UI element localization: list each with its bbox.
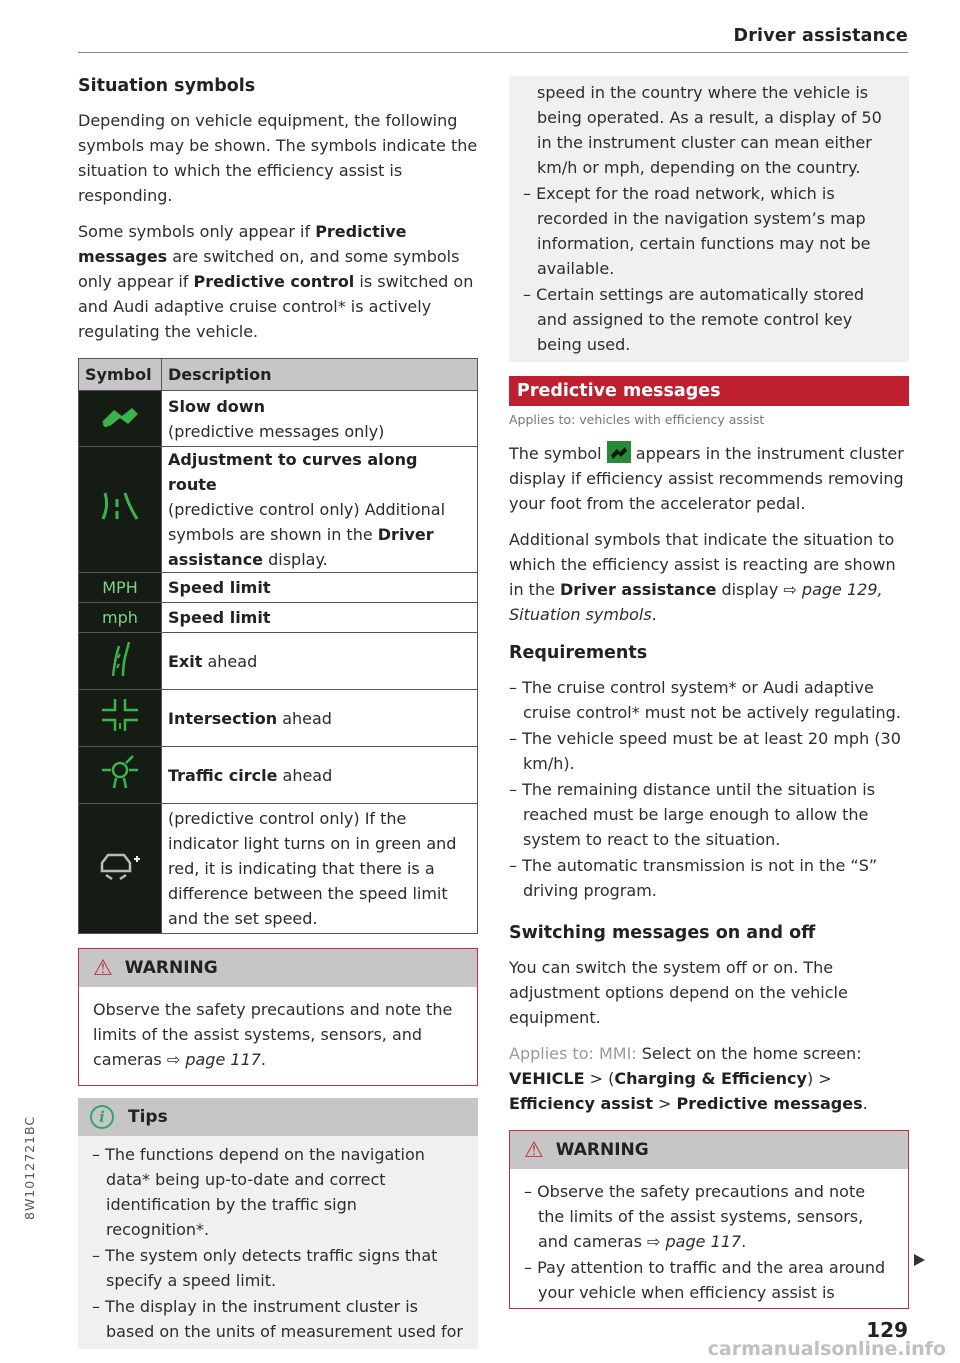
slow-down-icon (79, 391, 162, 447)
list-item: – The functions depend on the navigation data* being up-to-date and correct identification by the traffic sign recognition*. (92, 1145, 425, 1239)
warning-triangle-icon: ⚠ (93, 955, 113, 981)
watermark: carmanualsonline.info (707, 1338, 946, 1360)
right-column (509, 76, 909, 1309)
warning-body (510, 1169, 908, 1308)
symbol-table-header (79, 359, 478, 391)
col-header-description: Description (162, 359, 478, 391)
page-number: 129 (866, 1318, 908, 1342)
curves-along-route-icon (79, 447, 162, 573)
list-item: – Except for the road network, which is recorded in the navigation system’s map information, certain functions may not be available. (523, 184, 871, 278)
list-item: – The cruise control system* or Audi adaptive cruise control* must not be actively regulating. (509, 678, 901, 722)
mmi-path-paragraph: Applies to: MMI: Select on the home screen: VEHICLE > (Charging & Efficiency) > Efficiency assist > Predictive messages. (509, 1044, 868, 1113)
table-cell-description: Speed limit (162, 573, 478, 603)
list-item: – The automatic transmission is not in the “S” driving program. (509, 856, 878, 900)
list-item: – Observe the safety precautions and note the limits of the assist systems, sensors, and cameras ⇨ page 117. (524, 1182, 866, 1251)
requirements-title: Requirements (509, 643, 648, 663)
table-row (79, 747, 478, 804)
speed-limit-mph-upper-icon: MPH (79, 573, 162, 603)
slow-down-inline-icon (607, 441, 631, 463)
symbol-paragraph: The symbol appears in the instrument cluster display if efficiency assist recommends removing your foot from the accelerator pedal. (509, 441, 909, 516)
list-item: – The system only detects traffic signs that specify a speed limit. (92, 1246, 438, 1290)
table-row (79, 603, 478, 633)
table-row (79, 447, 478, 573)
continue-arrow-icon (914, 1254, 925, 1266)
situation-symbols-title: Situation symbols (78, 76, 256, 96)
symbol-table (78, 358, 478, 934)
table-row (79, 804, 478, 934)
table-cell-description: Intersection ahead (162, 690, 478, 747)
table-cell-description: (predictive control only) If the indicator light turns on in green and red, it is indicating that there is a difference between the speed limit and the set speed. (162, 804, 478, 934)
table-cell-description: Speed limit (162, 603, 478, 633)
warning-body: Observe the safety precautions and note the limits of the assist systems, sensors, and cameras ⇨ page 117. (93, 1000, 453, 1069)
page-117-link[interactable]: ⇨ page 117 (166, 1050, 261, 1069)
list-item: – The display in the instrument cluster is based on the units of measurement used for (92, 1297, 463, 1341)
page-117-link[interactable]: ⇨ page 117 (647, 1232, 742, 1251)
speed-difference-indicator-icon (79, 804, 162, 934)
requirements-list (509, 675, 909, 903)
table-row (79, 391, 478, 447)
tips-box (78, 1098, 478, 1349)
table-row (79, 573, 478, 603)
traffic-circle-ahead-icon (79, 747, 162, 804)
applies-to-note: Applies to: vehicles with efficiency assist (509, 412, 765, 427)
warning-header: ⚠ WARNING (510, 1131, 908, 1169)
table-cell-description: Exit ahead (162, 633, 478, 690)
info-icon: i (90, 1105, 114, 1129)
warning-triangle-icon: ⚠ (524, 1137, 544, 1163)
table-row (79, 633, 478, 690)
warning-box (78, 948, 478, 1086)
tips-header: i Tips (78, 1098, 478, 1136)
warning-header: ⚠ WARNING (79, 949, 477, 987)
speed-limit-mph-lower-icon: mph (79, 603, 162, 633)
list-item: – Certain settings are automatically stored and assigned to the remote control key being used. (523, 285, 865, 354)
table-cell-description: Traffic circle ahead (162, 747, 478, 804)
header-rule (78, 52, 908, 53)
table-cell-description: Slow down (predictive messages only) (162, 391, 478, 447)
switching-title: Switching messages on and off (509, 923, 816, 943)
page-header-title: Driver assistance (733, 26, 908, 46)
warning-box-right (509, 1130, 909, 1309)
col-header-symbol: Symbol (79, 359, 162, 391)
list-item: – The vehicle speed must be at least 20 mph (30 km/h). (509, 729, 901, 773)
intersection-ahead-icon (79, 690, 162, 747)
exit-ahead-icon (79, 633, 162, 690)
predictive-messages-banner: Predictive messages (509, 376, 909, 406)
page-129-link[interactable]: ⇨ page 129, Situation symbols (509, 580, 883, 624)
tips-continuation: speed in the country where the vehicle is being operated. As a result, a display of 50 in the instrument cluster can mean either km/h or mph, depending on the country. – Except for the road network, which is recorded in the navigation system’s map information, certain functions may not be available. – Certain settings are automatically stored and assigned to the remote control key being used. (509, 76, 909, 362)
situation-paragraph: Some symbols only appear if Predictive messages are switched on, and some symbols only appear if Predictive control is switched on and Audi adaptive cruise control* is actively regulating the vehicle. (78, 222, 474, 341)
left-column (78, 76, 478, 1349)
additional-symbols-paragraph: Additional symbols that indicate the situation to which the efficiency assist is reacting are shown in the Driver assistance display ⇨ page 129, Situation symbols. (509, 530, 896, 624)
tips-body (78, 1136, 478, 1349)
situation-intro: Depending on vehicle equipment, the following symbols may be shown. The symbols indicate the situation to which the efficiency assist is responding. (78, 111, 478, 205)
table-row (79, 690, 478, 747)
list-item: – The remaining distance until the situation is reached must be large enough to allow the system to react to the situation. (509, 780, 876, 849)
document-code: 8W1012721BC (22, 1115, 37, 1220)
switching-paragraph: You can switch the system off or on. The adjustment options depend on the vehicle equipment. (509, 958, 848, 1027)
list-item: – Pay attention to traffic and the area around your vehicle when efficiency assist is (524, 1258, 886, 1302)
table-cell-description: Adjustment to curves along route (predictive control only) Additional symbols are shown in the Driver assistance display. (162, 447, 478, 573)
